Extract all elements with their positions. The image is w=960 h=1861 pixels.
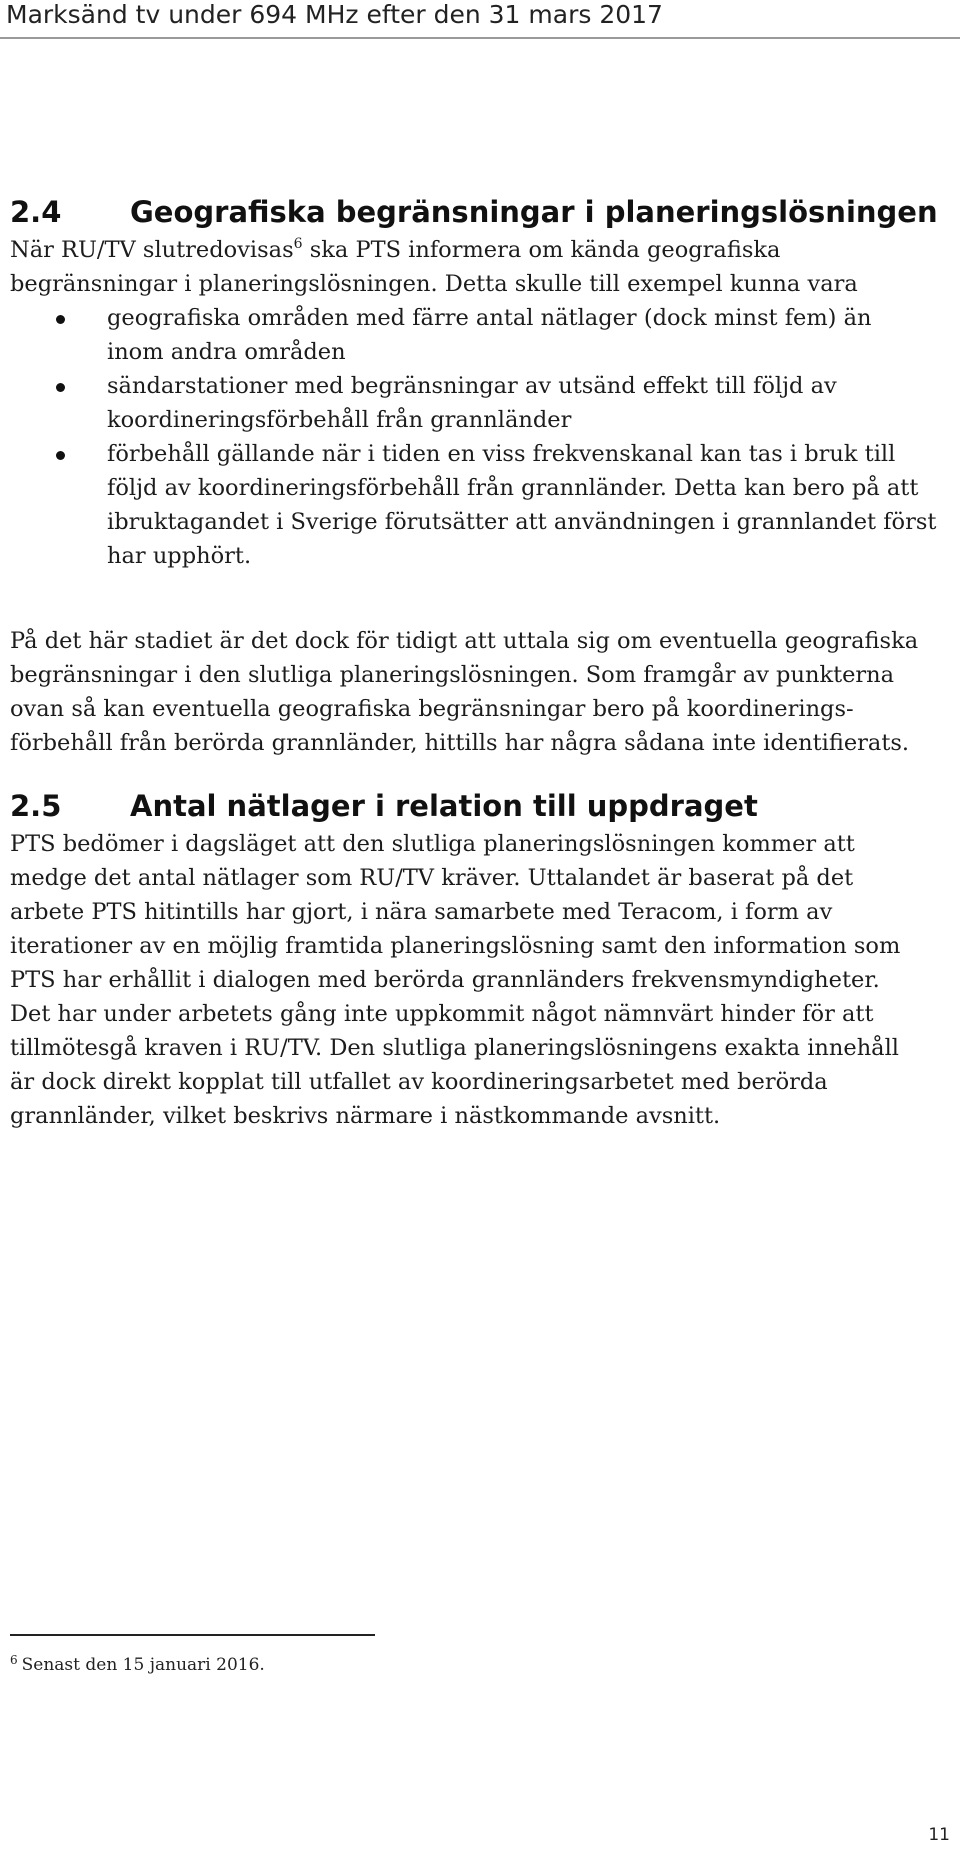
bullet-line: har upphört. [107,543,252,569]
intro-text: ska PTS informera om kända geografiska [302,237,781,263]
section-2-4-intro [10,233,950,301]
header-divider [0,37,960,39]
bullet-list [0,301,960,573]
intro-line [10,233,950,267]
footnote-reference[interactable]: 6 [293,236,303,252]
paragraph-line: medge det antal nätlager som RU/TV kräver. Uttalandet är baserat på det [10,865,854,891]
section-2-4-paragraph [10,624,950,760]
footnote-divider [10,1634,375,1636]
page-number: 11 [928,1825,950,1845]
paragraph-line: är dock direkt kopplat till utfallet av koordineringsarbetet med berörda [10,1069,828,1095]
paragraph-line: arbete PTS hitintills har gjort, i nära samarbete med Teracom, i form av [10,899,833,925]
paragraph-line: iterationer av en möjlig framtida planeringslösning samt den information som [10,933,901,959]
paragraph-line: förbehåll från berörda grannländer, hittills har några sådana inte identifierats. [10,730,910,756]
bullet-icon [56,315,65,324]
bullet-item [0,437,960,573]
bullet-line: geografiska områden med färre antal nätlager (dock minst fem) än [107,305,872,331]
paragraph-line: Det har under arbetets gång inte uppkommit något nämnvärt hinder för att [10,1001,874,1027]
bullet-icon [56,451,65,460]
section-heading-2-5 [10,789,758,823]
paragraph-line: begränsningar i den slutliga planeringslösningen. Som framgår av punkterna [10,662,895,688]
bullet-line: sändarstationer med begränsningar av utsänd effekt till följd av [107,373,837,399]
paragraph-line: På det här stadiet är det dock för tidigt att uttala sig om eventuella geografiska [10,628,919,654]
footnote [10,1653,265,1677]
bullet-icon [56,383,65,392]
footnote-text: Senast den 15 januari 2016. [21,1655,265,1675]
bullet-item [0,369,960,437]
paragraph-line: grannländer, vilket beskrivs närmare i nästkommande avsnitt. [10,1103,721,1129]
intro-line: begränsningar i planeringslösningen. Detta skulle till exempel kunna vara [10,271,858,297]
bullet-item [0,301,960,369]
bullet-line: följd av koordineringsförbehåll från grannländer. Detta kan bero på att [107,475,919,501]
bullet-line: förbehåll gällande när i tiden en viss frekvenskanal kan tas i bruk till [107,441,896,467]
paragraph-line: PTS bedömer i dagsläget att den slutliga planeringslösningen kommer att [10,831,855,857]
intro-text: När RU/TV slutredovisas [10,237,294,263]
running-header: Marksänd tv under 694 MHz efter den 31 mars 2017 [6,0,663,29]
bullet-line: koordineringsförbehåll från grannländer [107,407,572,433]
paragraph-line: PTS har erhållit i dialogen med berörda grannländers frekvensmyndigheter. [10,967,880,993]
paragraph-line: ovan så kan eventuella geografiska begränsningar bero på koordinerings- [10,696,854,722]
paragraph-line: tillmötesgå kraven i RU/TV. Den slutliga planeringslösningens exakta innehåll [10,1035,899,1061]
bullet-line: ibruktagandet i Sverige förutsätter att användningen i grannlandet först [107,509,937,535]
section-title: Antal nätlager i relation till uppdraget [130,789,758,823]
bullet-line: inom andra områden [107,339,346,365]
footnote-marker: 6 [10,1653,18,1667]
section-number: 2.5 [10,789,62,823]
section-number: 2.4 [10,195,62,229]
section-2-5-paragraph [10,827,950,1133]
section-heading-2-4 [10,195,938,229]
section-title: Geografiska begränsningar i planeringslösningen [130,195,938,229]
